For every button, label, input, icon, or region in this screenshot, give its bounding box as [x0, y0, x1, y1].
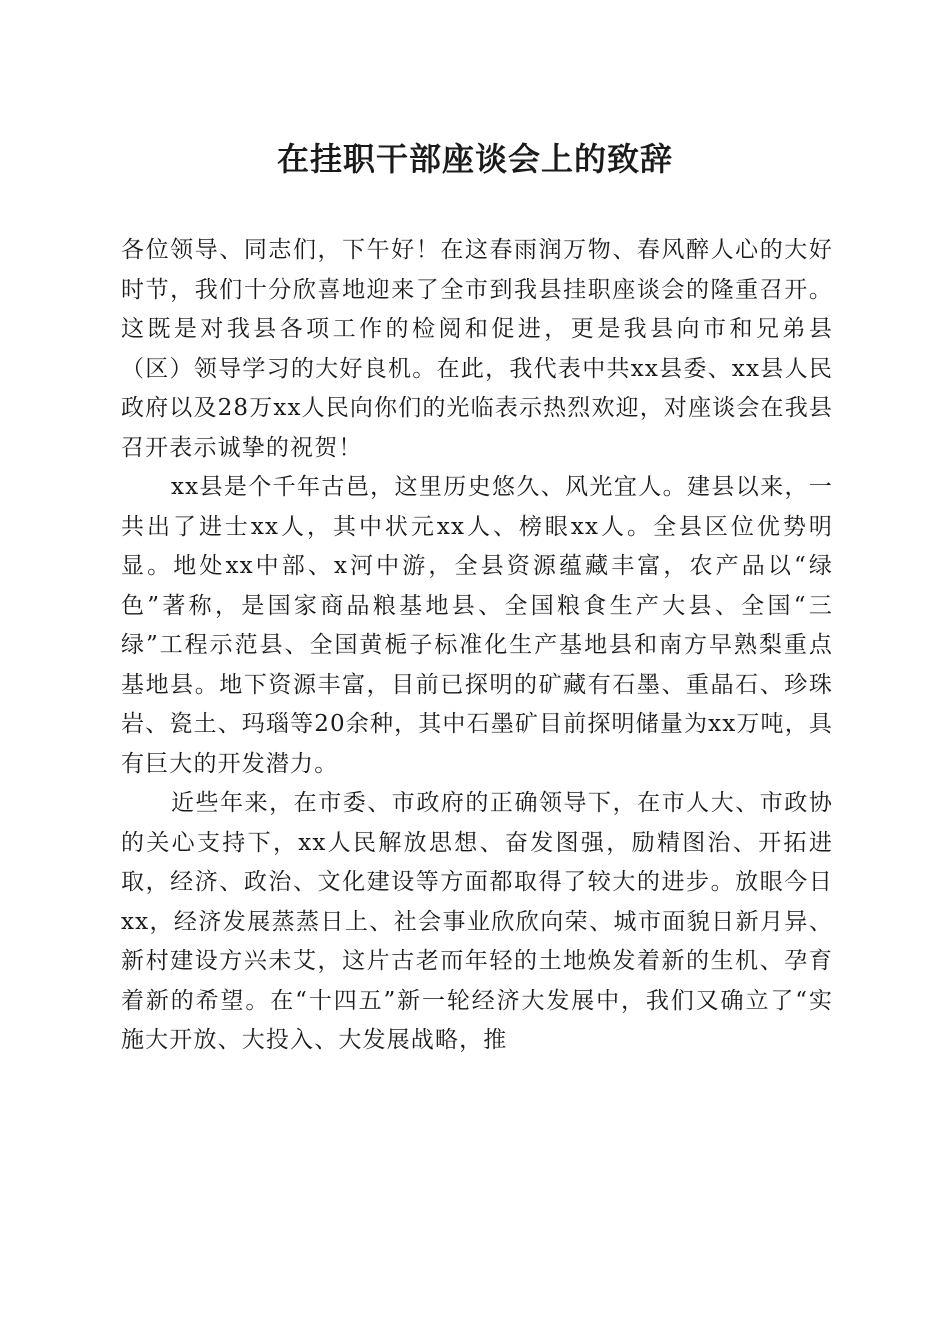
document-body — [121, 231, 833, 1061]
paragraph-greeting: 各位领导、同志们，下午好！在这春雨润万物、春风醉人心的大好时节，我们十分欣喜地迎来了全市到我县挂职座谈会的隆重召开。这既是对我县各项工作的检阅和促进，更是我县向市和兄弟县（区）领导学习的大好良机。在此，我代表中共xx县委、xx县人民政府以及28万xx人民向你们的光临表示热烈欢迎，对座谈会在我县召开表示诚挚的祝贺！ — [121, 237, 833, 461]
paragraph-county-intro: xx县是个千年古邑，这里历史悠久、风光宜人。建县以来，一共出了进士xx人，其中状元xx人、榜眼xx人。全县区位优势明显。地处xx中部、x河中游，全县资源蕴藏丰富，农产品以“绿色”著称，是国家商品粮基地县、全国粮食生产大县、全国“三绿”工程示范县、全国黄栀子标准化生产基地县和南方早熟梨重点基地县。地下资源丰富，目前已探明的矿藏有石墨、重晶石、珍珠岩、瓷土、玛瑙等20余种，其中石墨矿目前探明储量为xx万吨，具有巨大的开发潜力。 — [121, 474, 833, 777]
paragraph-recent-progress: 近些年来，在市委、市政府的正确领导下，在市人大、市政协的关心支持下，xx人民解放思想、奋发图强，励精图治、开拓进取，经济、政治、文化建设等方面都取得了较大的进步。放眼今日xx，经济发展蒸蒸日上、社会事业欣欣向荣、城市面貌日新月异、新村建设方兴未艾，这片古老而年轻的土地焕发着新的生机、孕育着新的希望。在“十四五”新一轮经济大发展中，我们又确立了“实施大开放、大投入、大发展战略，推 — [121, 790, 833, 1053]
document-title: 在挂职干部座谈会上的致辞 — [276, 140, 673, 178]
